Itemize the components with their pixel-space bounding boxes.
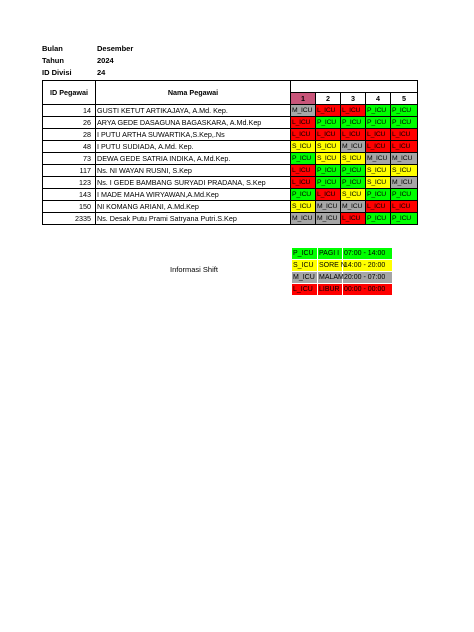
- shift-cell[interactable]: P_ICU: [366, 105, 391, 117]
- shift-cell[interactable]: L_ICU: [391, 141, 418, 153]
- divisi-label: ID Divisi: [42, 68, 72, 77]
- day-header-5: 5: [391, 93, 418, 105]
- shift-legend: [291, 247, 393, 296]
- shift-cell[interactable]: L_ICU: [366, 129, 391, 141]
- employee-name: Ns. Desak Putu Prami Satryana Putri.S.Kep: [96, 213, 291, 225]
- shift-cell[interactable]: P_ICU: [391, 213, 418, 225]
- tahun-value: 2024: [97, 56, 114, 65]
- shift-cell[interactable]: M_ICU: [366, 153, 391, 165]
- legend-title: Informasi Shift: [170, 265, 218, 274]
- shift-cell[interactable]: P_ICU: [316, 117, 341, 129]
- shift-cell[interactable]: M_ICU: [316, 201, 341, 213]
- shift-cell[interactable]: L_ICU: [291, 117, 316, 129]
- shift-cell[interactable]: P_ICU: [366, 213, 391, 225]
- legend-time: 00:00 - 00:00: [343, 284, 393, 296]
- employee-name: ARYA GEDE DASAGUNA BAGASKARA, A.Md.Kep: [96, 117, 291, 129]
- shift-cell[interactable]: L_ICU: [391, 201, 418, 213]
- employee-name: I PUTU ARTHA SUWARTIKA,S.Kep,.Ns: [96, 129, 291, 141]
- shift-cell[interactable]: S_ICU: [366, 177, 391, 189]
- shift-cell[interactable]: P_ICU: [391, 105, 418, 117]
- legend-item: [292, 248, 393, 260]
- shift-cell[interactable]: P_ICU: [341, 177, 366, 189]
- id-header: ID Pegawai: [43, 81, 96, 105]
- legend-code: L_ICU: [292, 284, 318, 296]
- legend-time: 20:00 - 07:00: [343, 272, 393, 284]
- shift-cell[interactable]: M_ICU: [341, 141, 366, 153]
- legend-time: 07:00 - 14:00: [343, 248, 393, 260]
- shift-cell[interactable]: M_ICU: [391, 177, 418, 189]
- employee-name: I MADE MAHA WIRYAWAN,A.Md.Kep: [96, 189, 291, 201]
- shift-cell[interactable]: M_ICU: [291, 105, 316, 117]
- shift-cell[interactable]: L_ICU: [291, 165, 316, 177]
- legend-name: LIBUR: [318, 284, 343, 296]
- legend-code: M_ICU: [292, 272, 318, 284]
- employee-id: 117: [43, 165, 96, 177]
- employee-name: GUSTI KETUT ARTIKAJAYA, A.Md. Kep.: [96, 105, 291, 117]
- shift-cell[interactable]: L_ICU: [341, 213, 366, 225]
- shift-cell[interactable]: L_ICU: [341, 105, 366, 117]
- table-row: [43, 129, 418, 141]
- employee-id: 73: [43, 153, 96, 165]
- shift-cell[interactable]: L_ICU: [316, 189, 341, 201]
- shift-cell[interactable]: S_ICU: [391, 165, 418, 177]
- table-row: [43, 153, 418, 165]
- shift-cell[interactable]: P_ICU: [391, 117, 418, 129]
- shift-cell[interactable]: M_ICU: [341, 201, 366, 213]
- legend-name: MALAM: [318, 272, 343, 284]
- table-row: [43, 105, 418, 117]
- employee-id: 26: [43, 117, 96, 129]
- legend-name: SORE N: [318, 260, 343, 272]
- employee-id: 14: [43, 105, 96, 117]
- shift-cell[interactable]: L_ICU: [341, 129, 366, 141]
- table-row: [43, 189, 418, 201]
- employee-id: 150: [43, 201, 96, 213]
- shift-cell[interactable]: L_ICU: [366, 141, 391, 153]
- employee-name: I PUTU SUDIADA, A.Md. Kep.: [96, 141, 291, 153]
- day-header-3: 3: [341, 93, 366, 105]
- legend-name: PAGI I: [318, 248, 343, 260]
- shift-cell[interactable]: P_ICU: [341, 165, 366, 177]
- shift-cell[interactable]: L_ICU: [291, 129, 316, 141]
- table-row: [43, 141, 418, 153]
- shift-cell[interactable]: P_ICU: [341, 117, 366, 129]
- day-header-2: 2: [316, 93, 341, 105]
- legend-item: [292, 260, 393, 272]
- employee-id: 48: [43, 141, 96, 153]
- shift-cell[interactable]: L_ICU: [366, 201, 391, 213]
- legend-code: S_ICU: [292, 260, 318, 272]
- employee-name: Ns. NI WAYAN RUSNI, S.Kep: [96, 165, 291, 177]
- table-row: [43, 177, 418, 189]
- schedule-table: [42, 80, 418, 225]
- shift-cell[interactable]: P_ICU: [316, 177, 341, 189]
- shift-cell[interactable]: P_ICU: [316, 165, 341, 177]
- shift-cell[interactable]: S_ICU: [316, 153, 341, 165]
- shift-cell[interactable]: S_ICU: [366, 165, 391, 177]
- shift-cell[interactable]: P_ICU: [366, 117, 391, 129]
- name-header: Nama Pegawai: [96, 81, 291, 105]
- bulan-label: Bulan: [42, 44, 63, 53]
- day-header-4: 4: [366, 93, 391, 105]
- shift-cell[interactable]: S_ICU: [316, 141, 341, 153]
- table-row: [43, 117, 418, 129]
- employee-name: DEWA GEDE SATRIA INDIKA, A.Md.Kep.: [96, 153, 291, 165]
- shift-cell[interactable]: P_ICU: [391, 189, 418, 201]
- table-row: [43, 165, 418, 177]
- shift-cell[interactable]: P_ICU: [366, 189, 391, 201]
- shift-cell[interactable]: S_ICU: [291, 201, 316, 213]
- shift-cell[interactable]: L_ICU: [316, 129, 341, 141]
- employee-name: Ns. I GEDE BAMBANG SURYADI PRADANA, S.Kep: [96, 177, 291, 189]
- shift-cell[interactable]: S_ICU: [341, 189, 366, 201]
- employee-id: 143: [43, 189, 96, 201]
- shift-cell[interactable]: P_ICU: [291, 189, 316, 201]
- legend-code: P_ICU: [292, 248, 318, 260]
- tahun-label: Tahun: [42, 56, 64, 65]
- divisi-value: 24: [97, 68, 106, 77]
- employee-id: 28: [43, 129, 96, 141]
- days-spacer: [291, 81, 418, 93]
- legend-item: [292, 272, 393, 284]
- day-header-1: 1: [291, 93, 316, 105]
- employee-id: 123: [43, 177, 96, 189]
- table-row: [43, 201, 418, 213]
- shift-cell[interactable]: M_ICU: [391, 153, 418, 165]
- table-row: [43, 213, 418, 225]
- shift-cell[interactable]: S_ICU: [291, 141, 316, 153]
- schedule-rows: [43, 105, 418, 225]
- shift-cell[interactable]: P_ICU: [291, 153, 316, 165]
- shift-cell[interactable]: M_ICU: [316, 213, 341, 225]
- shift-cell[interactable]: L_ICU: [316, 105, 341, 117]
- bulan-value: Desember: [97, 44, 134, 53]
- shift-cell[interactable]: M_ICU: [291, 213, 316, 225]
- legend-time: 14:00 - 20:00: [343, 260, 393, 272]
- employee-id: 2335: [43, 213, 96, 225]
- legend-item: [292, 284, 393, 296]
- employee-name: NI KOMANG ARIANI, A.Md.Kep: [96, 201, 291, 213]
- shift-cell[interactable]: L_ICU: [391, 129, 418, 141]
- shift-cell[interactable]: S_ICU: [341, 153, 366, 165]
- shift-cell[interactable]: L_ICU: [291, 177, 316, 189]
